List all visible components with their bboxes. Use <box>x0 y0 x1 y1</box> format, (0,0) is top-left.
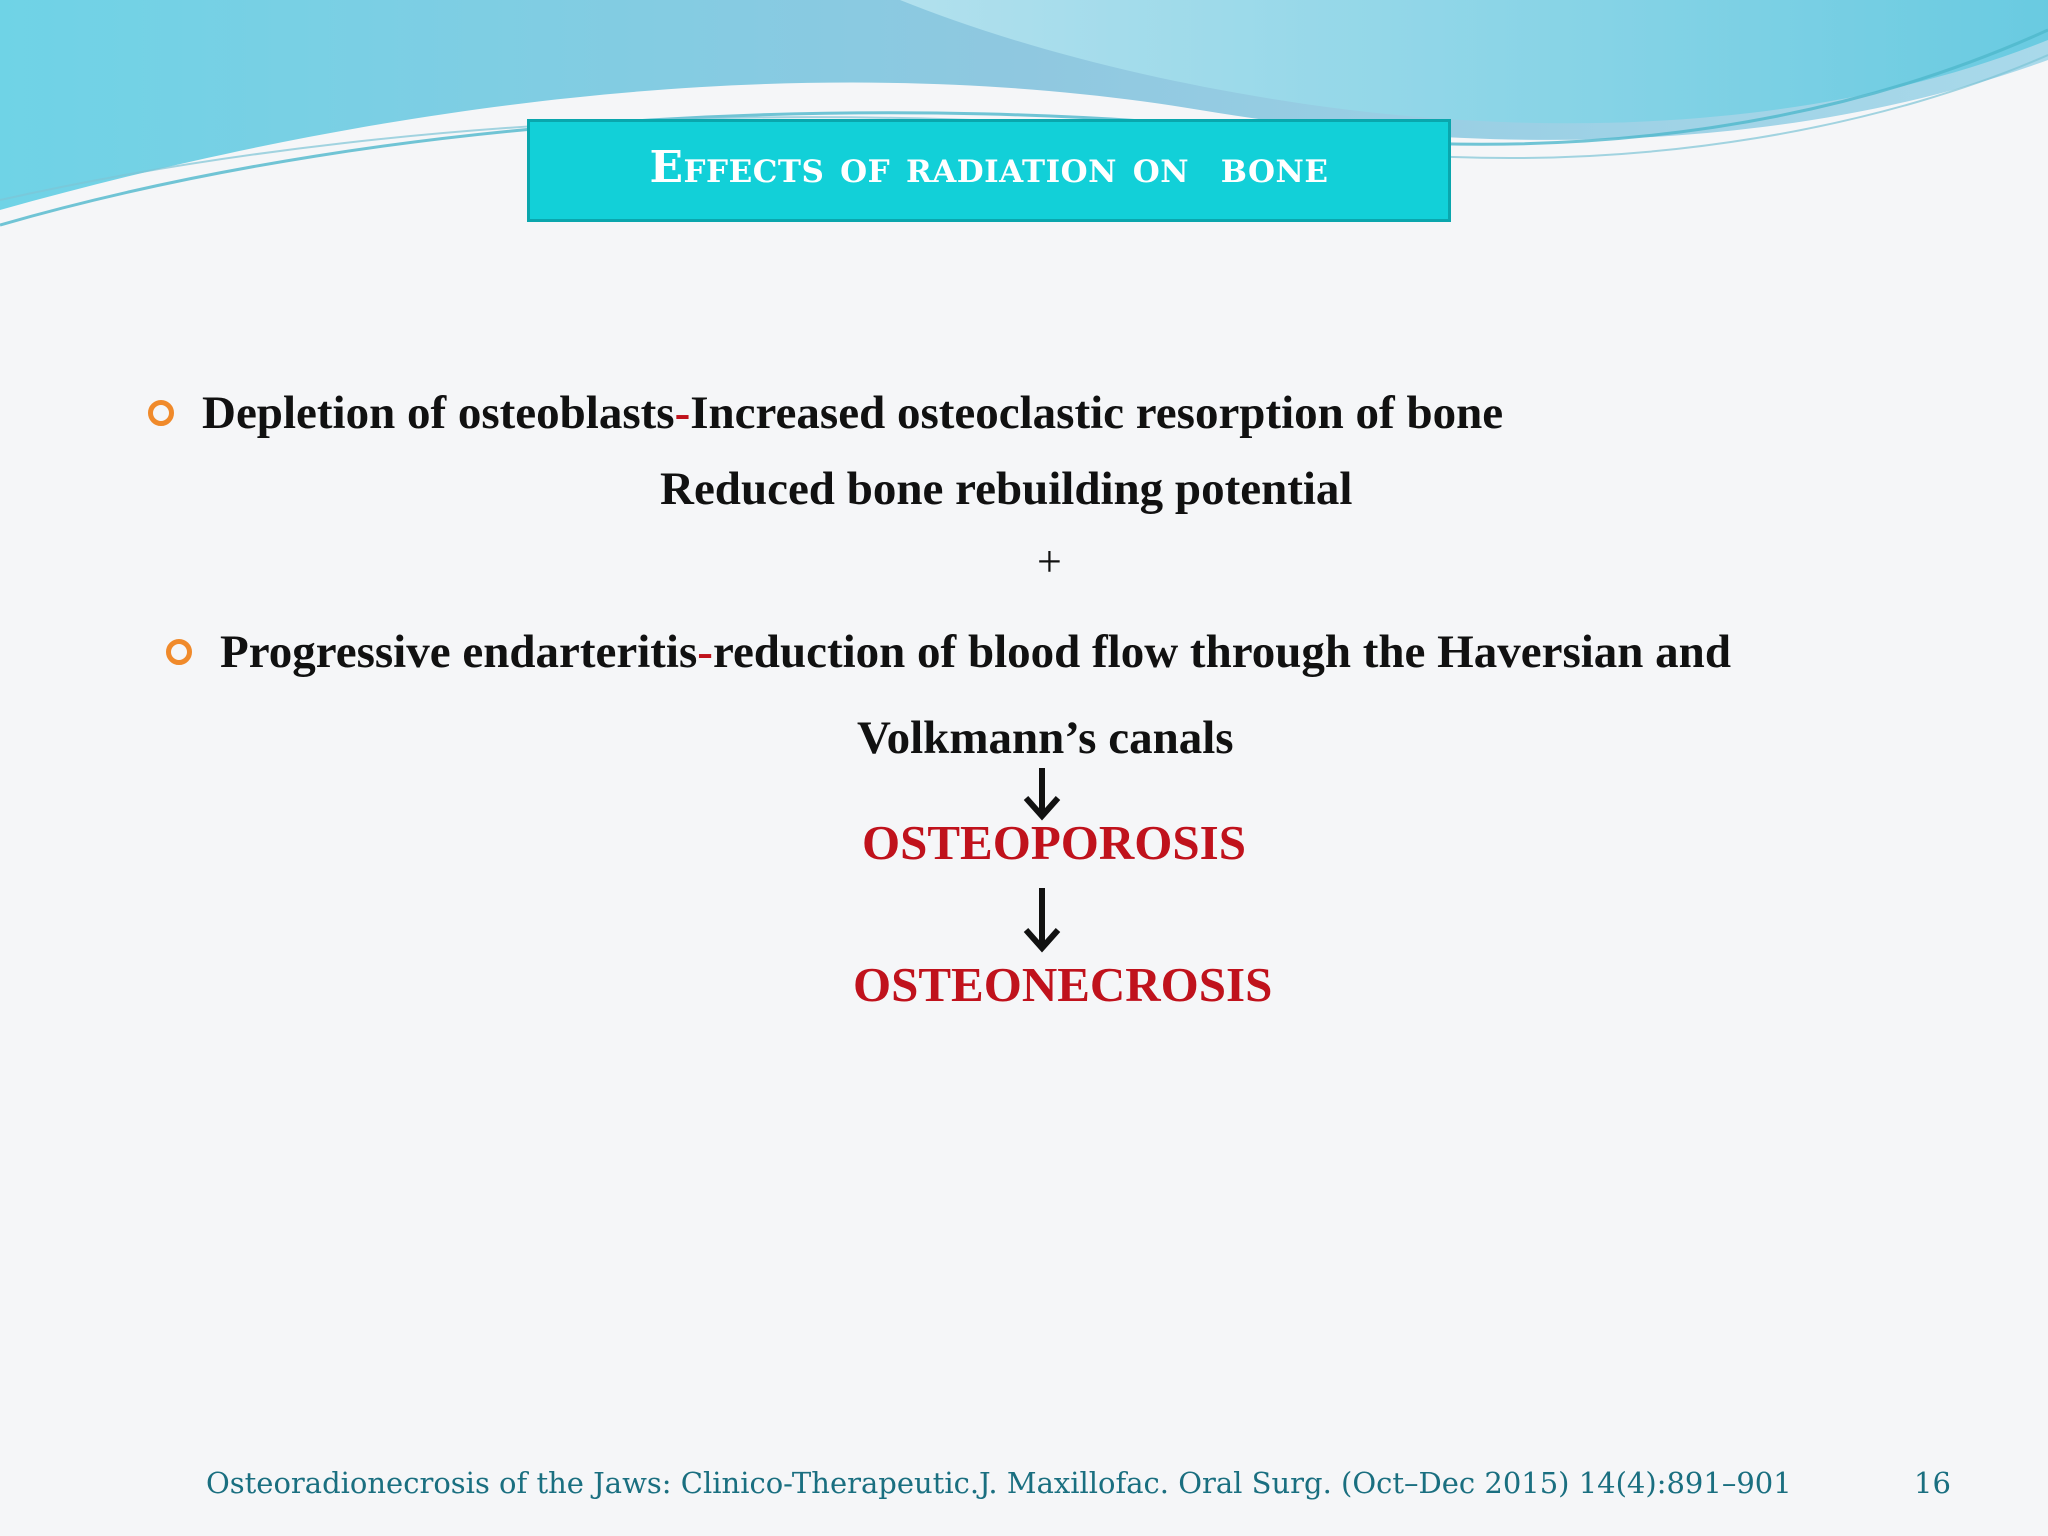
down-arrow-icon <box>1022 886 1062 954</box>
bullet-text-part2: reduction of blood flow through the Haversian and <box>712 626 1731 678</box>
slide-title: Effects of radiation on bone <box>649 142 1329 193</box>
osteonecrosis-term: OSTEONECROSIS <box>853 957 1273 1012</box>
plus-sign: + <box>1037 537 1062 586</box>
bullet-item-endarteritis <box>166 625 1731 679</box>
bullet-dash: - <box>674 387 691 439</box>
bullet-item-osteoblasts <box>148 386 1503 440</box>
bullet-text-part2: Increased osteoclastic resorption of bone <box>690 387 1504 439</box>
bullet-dash: - <box>697 626 713 678</box>
footer-citation: Osteoradionecrosis of the Jaws: Clinico-Therapeutic.J. Maxillofac. Oral Surg. (Oct–Dec 2015) 14(4):891–901 <box>206 1466 1792 1500</box>
hollow-circle-bullet-icon <box>166 639 192 665</box>
slide-number: 16 <box>1914 1466 1951 1500</box>
osteoporosis-term: OSTEOPOROSIS <box>862 815 1246 870</box>
title-box <box>527 119 1451 222</box>
volkmann-line: Volkmann’s canals <box>857 712 1234 764</box>
bullet-text-part1: Depletion of osteoblasts <box>202 387 675 439</box>
bullet-text-part1: Progressive endarteritis <box>220 626 698 678</box>
reduced-potential-line: Reduced bone rebuilding potential <box>660 463 1353 515</box>
hollow-circle-bullet-icon <box>148 400 174 426</box>
